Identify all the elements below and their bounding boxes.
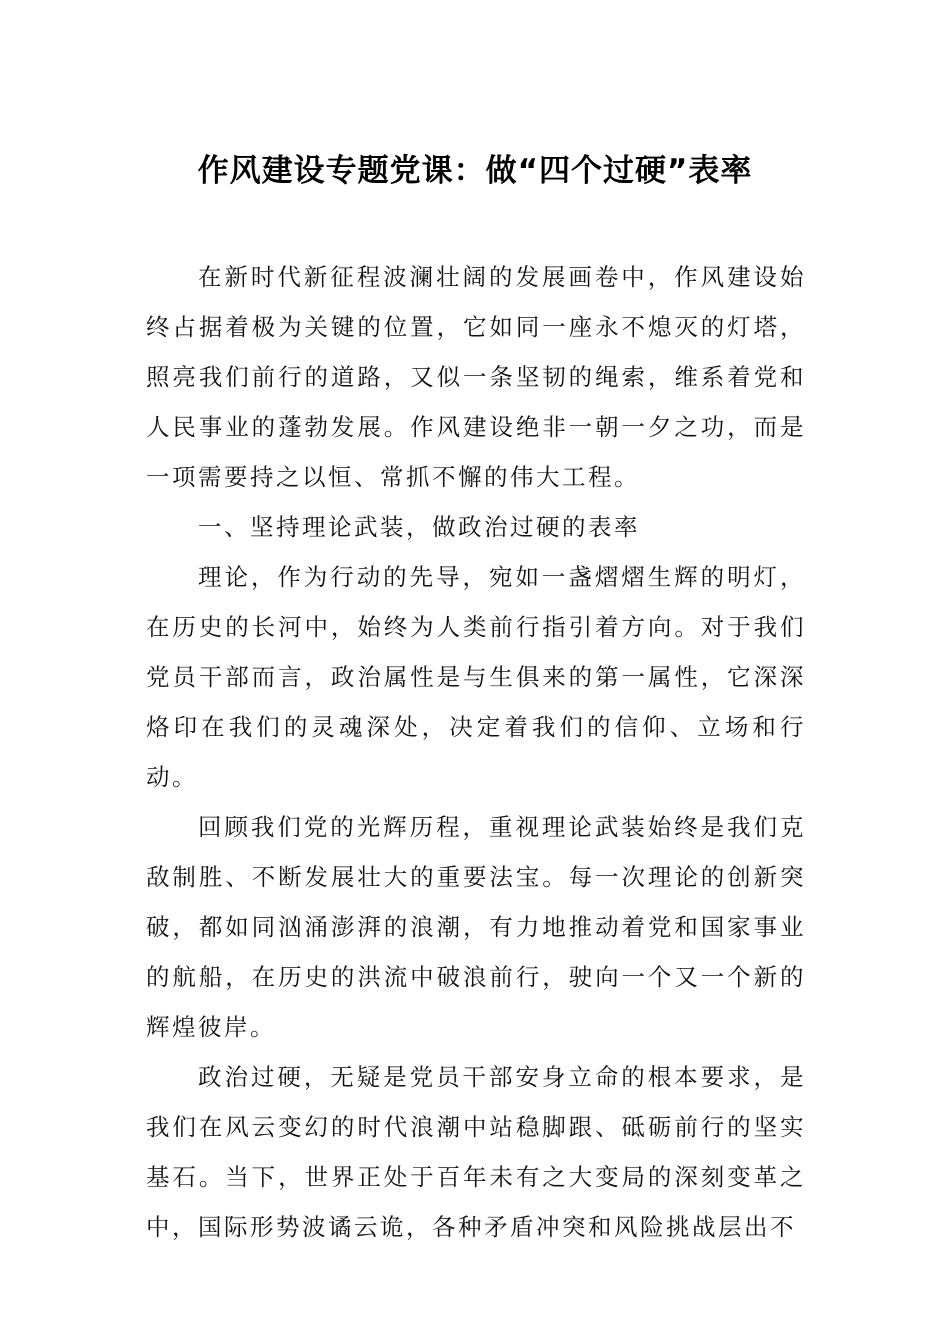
document-title: 作风建设专题党课：做“四个过硬”表率	[197, 153, 753, 189]
paragraph-theory: 理论，作为行动的先导，宛如一盏熠熠生辉的明灯，在历史的长河中，始终为人类前行指引着方向。对于我们党员干部而言，政治属性是与生俱来的第一属性，它深深烙印在我们的灵魂深处，决定着我们的信仰、立场和行动。	[146, 563, 806, 791]
document-body	[146, 252, 806, 1252]
paragraph-political: 政治过硬，无疑是党员干部安身立命的根本要求，是我们在风云变幻的时代浪潮中站稳脚跟、砥砺前行的坚实基石。当下，世界正处于百年未有之大变局的深刻变革之中，国际形势波谲云诡，各种矛盾冲突和风险挑战层出不	[146, 1063, 806, 1241]
paragraph-intro: 在新时代新征程波澜壮阔的发展画卷中，作风建设始终占据着极为关键的位置，它如同一座永不熄灭的灯塔，照亮我们前行的道路，又似一条坚韧的绳索，维系着党和人民事业的蓬勃发展。作风建设绝非一朝一夕之功，而是一项需要持之以恒、常抓不懈的伟大工程。	[146, 263, 806, 491]
section-heading-1: 一、坚持理论武装，做政治过硬的表率	[198, 513, 640, 541]
paragraph-history: 回顾我们党的光辉历程，重视理论武装始终是我们克敌制胜、不断发展壮大的重要法宝。每一次理论的创新突破，都如同汹涌澎湃的浪潮，有力地推动着党和国家事业的航船，在历史的洪流中破浪前行，驶向一个又一个新的辉煌彼岸。	[146, 813, 806, 1041]
